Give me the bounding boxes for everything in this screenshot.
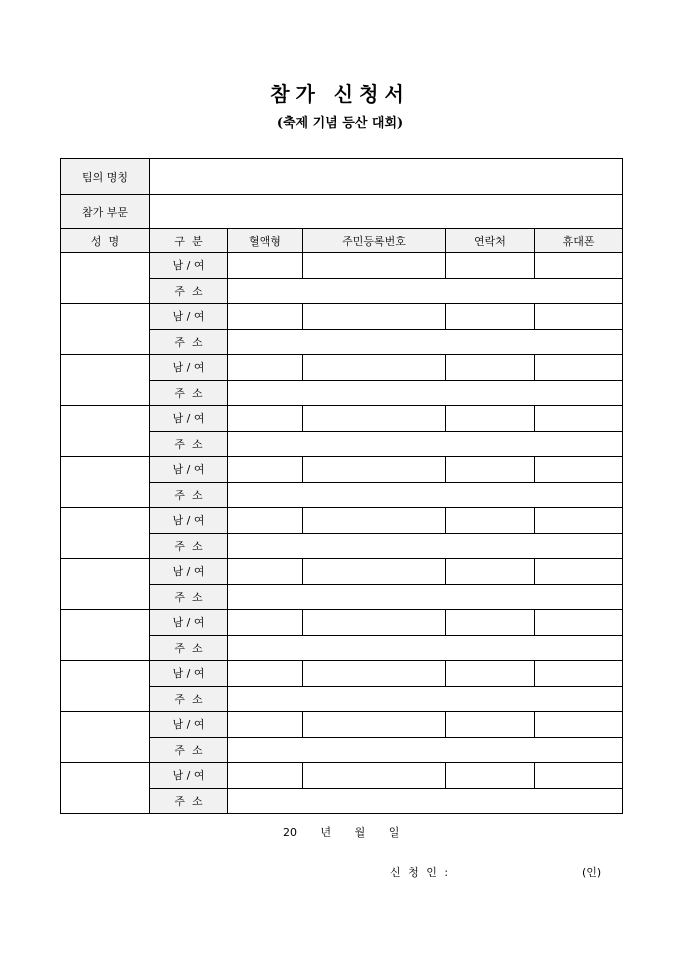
- address-label: 주 소: [150, 584, 228, 610]
- address-label: 주 소: [150, 431, 228, 457]
- contact-cell[interactable]: [446, 355, 535, 381]
- participant-name-cell[interactable]: [61, 253, 150, 304]
- rrn-cell[interactable]: [303, 712, 446, 738]
- gender-label[interactable]: 남 / 여: [150, 508, 228, 534]
- contact-cell[interactable]: [446, 559, 535, 585]
- application-table: [60, 158, 623, 814]
- rrn-cell[interactable]: [303, 610, 446, 636]
- address-label: 주 소: [150, 482, 228, 508]
- mobile-cell[interactable]: [535, 355, 623, 381]
- year-prefix: 20: [283, 826, 297, 839]
- team-name-field[interactable]: [150, 159, 623, 195]
- column-header-mobile: 휴대폰: [535, 229, 623, 253]
- participant-row: [61, 304, 623, 330]
- contact-cell[interactable]: [446, 763, 535, 789]
- blood-type-cell[interactable]: [228, 406, 303, 432]
- gender-label[interactable]: 남 / 여: [150, 355, 228, 381]
- rrn-cell[interactable]: [303, 304, 446, 330]
- address-cell[interactable]: [228, 329, 623, 355]
- participant-name-cell[interactable]: [61, 508, 150, 559]
- participant-name-cell[interactable]: [61, 661, 150, 712]
- column-header-rrn: 주민등록번호: [303, 229, 446, 253]
- blood-type-cell[interactable]: [228, 610, 303, 636]
- address-cell[interactable]: [228, 482, 623, 508]
- address-label: 주 소: [150, 686, 228, 712]
- participant-row: [61, 355, 623, 381]
- rrn-cell[interactable]: [303, 355, 446, 381]
- form-subtitle: (축제 기념 등산 대회): [276, 116, 404, 131]
- participant-row: [61, 559, 623, 585]
- participant-name-cell[interactable]: [61, 610, 150, 661]
- seal-label: (인): [582, 866, 602, 879]
- mobile-cell[interactable]: [535, 508, 623, 534]
- gender-label[interactable]: 남 / 여: [150, 712, 228, 738]
- address-cell[interactable]: [228, 431, 623, 457]
- participant-row: [61, 457, 623, 483]
- address-cell[interactable]: [228, 533, 623, 559]
- gender-label[interactable]: 남 / 여: [150, 253, 228, 279]
- participant-row: [61, 712, 623, 738]
- address-label: 주 소: [150, 380, 228, 406]
- contact-cell[interactable]: [446, 661, 535, 687]
- date-line: [283, 824, 413, 840]
- participant-name-cell[interactable]: [61, 763, 150, 814]
- participant-row: [61, 661, 623, 687]
- rrn-cell[interactable]: [303, 406, 446, 432]
- contact-cell[interactable]: [446, 253, 535, 279]
- gender-label[interactable]: 남 / 여: [150, 661, 228, 687]
- address-cell[interactable]: [228, 788, 623, 814]
- address-cell[interactable]: [228, 737, 623, 763]
- mobile-cell[interactable]: [535, 610, 623, 636]
- address-cell[interactable]: [228, 635, 623, 661]
- mobile-cell[interactable]: [535, 253, 623, 279]
- participant-name-cell[interactable]: [61, 712, 150, 763]
- blood-type-cell[interactable]: [228, 763, 303, 789]
- gender-label[interactable]: 남 / 여: [150, 457, 228, 483]
- contact-cell[interactable]: [446, 304, 535, 330]
- address-cell[interactable]: [228, 686, 623, 712]
- mobile-cell[interactable]: [535, 304, 623, 330]
- blood-type-cell[interactable]: [228, 304, 303, 330]
- address-label: 주 소: [150, 635, 228, 661]
- participant-row: [61, 610, 623, 636]
- blood-type-cell[interactable]: [228, 355, 303, 381]
- rrn-cell[interactable]: [303, 763, 446, 789]
- blood-type-cell[interactable]: [228, 712, 303, 738]
- participant-name-cell[interactable]: [61, 355, 150, 406]
- contact-cell[interactable]: [446, 406, 535, 432]
- address-label: 주 소: [150, 533, 228, 559]
- gender-label[interactable]: 남 / 여: [150, 559, 228, 585]
- blood-type-cell[interactable]: [228, 457, 303, 483]
- contact-cell[interactable]: [446, 712, 535, 738]
- address-label: 주 소: [150, 737, 228, 763]
- column-header-blood-type: 혈액형: [228, 229, 303, 253]
- blood-type-cell[interactable]: [228, 253, 303, 279]
- rrn-cell[interactable]: [303, 559, 446, 585]
- contact-cell[interactable]: [446, 457, 535, 483]
- applicant-label: 신 청 인 :: [390, 866, 451, 879]
- participant-name-cell[interactable]: [61, 457, 150, 508]
- column-header-category: 구 분: [150, 229, 228, 253]
- participant-row: [61, 508, 623, 534]
- contact-cell[interactable]: [446, 610, 535, 636]
- team-name-label: 팀의 명칭: [61, 159, 150, 195]
- participant-name-cell[interactable]: [61, 559, 150, 610]
- participant-row: [61, 253, 623, 279]
- day-label: 일: [388, 826, 400, 839]
- blood-type-cell[interactable]: [228, 661, 303, 687]
- mobile-cell[interactable]: [535, 763, 623, 789]
- mobile-cell[interactable]: [535, 406, 623, 432]
- address-label: 주 소: [150, 278, 228, 304]
- address-label: 주 소: [150, 329, 228, 355]
- participant-row: [61, 406, 623, 432]
- blood-type-cell[interactable]: [228, 559, 303, 585]
- contact-cell[interactable]: [446, 508, 535, 534]
- address-cell[interactable]: [228, 278, 623, 304]
- rrn-cell[interactable]: [303, 457, 446, 483]
- address-cell[interactable]: [228, 380, 623, 406]
- mobile-cell[interactable]: [535, 457, 623, 483]
- gender-label[interactable]: 남 / 여: [150, 763, 228, 789]
- mobile-cell[interactable]: [535, 559, 623, 585]
- address-cell[interactable]: [228, 584, 623, 610]
- gender-label[interactable]: 남 / 여: [150, 610, 228, 636]
- form-title: 참가 신청서: [270, 82, 410, 106]
- mobile-cell[interactable]: [535, 661, 623, 687]
- gender-label[interactable]: 남 / 여: [150, 304, 228, 330]
- rrn-cell[interactable]: [303, 508, 446, 534]
- rrn-cell[interactable]: [303, 253, 446, 279]
- division-label: 참가 부문: [61, 195, 150, 229]
- mobile-cell[interactable]: [535, 712, 623, 738]
- address-label: 주 소: [150, 788, 228, 814]
- participant-name-cell[interactable]: [61, 406, 150, 457]
- month-label: 월: [354, 826, 366, 839]
- blood-type-cell[interactable]: [228, 508, 303, 534]
- division-field[interactable]: [150, 195, 623, 229]
- year-label: 년: [320, 826, 332, 839]
- rrn-cell[interactable]: [303, 661, 446, 687]
- participant-row: [61, 763, 623, 789]
- gender-label[interactable]: 남 / 여: [150, 406, 228, 432]
- participant-name-cell[interactable]: [61, 304, 150, 355]
- column-header-contact: 연락처: [446, 229, 535, 253]
- column-header-name: 성 명: [61, 229, 150, 253]
